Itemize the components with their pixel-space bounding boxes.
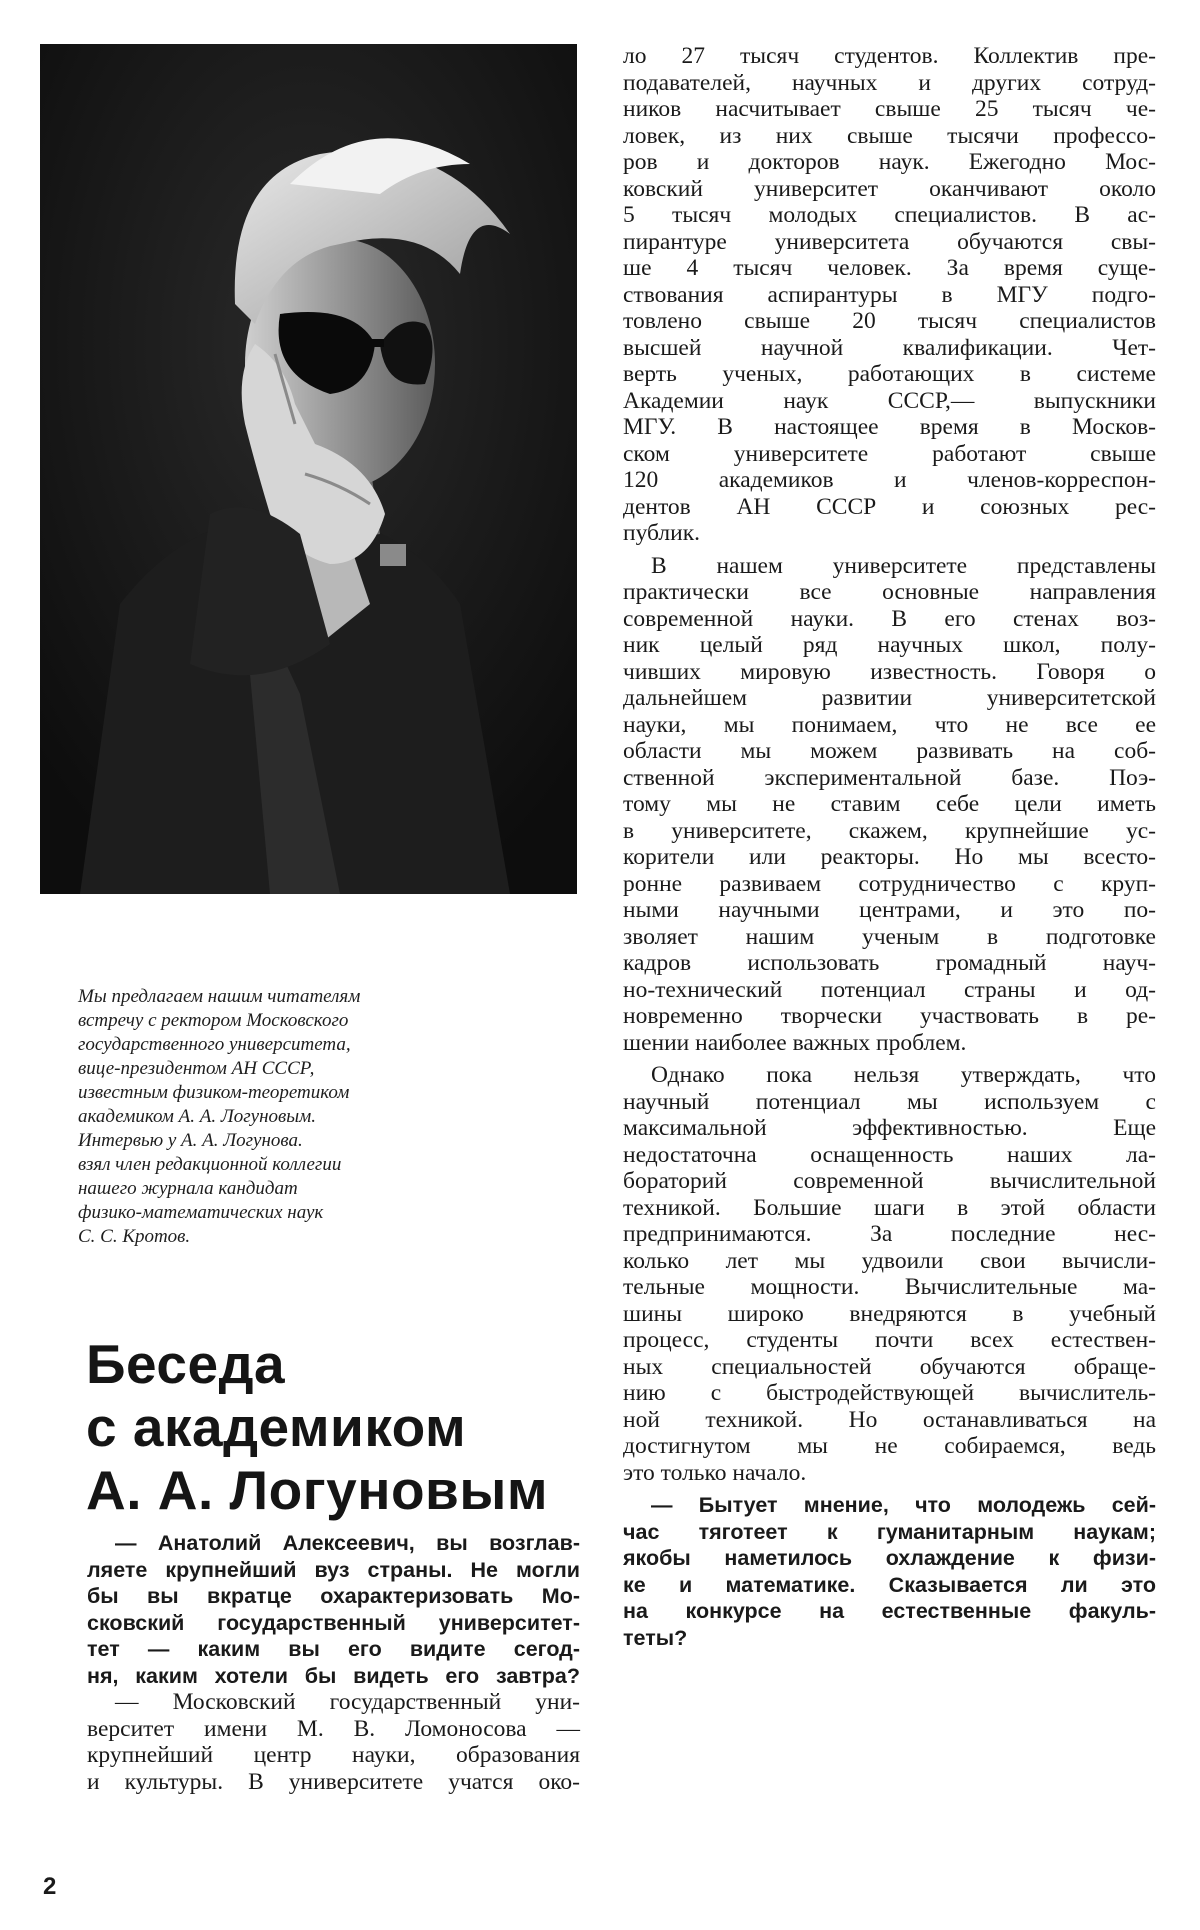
paragraph-line: науки, мы понимаем, что не все ее <box>623 711 1156 738</box>
paragraph-line: товлено свыше 20 тысяч специалистов <box>623 308 1156 334</box>
title-line: Беседа <box>86 1333 286 1395</box>
paragraph-line: практически все основные направления <box>623 579 1156 605</box>
paragraph-line: ных специальностей обучаются обраще- <box>623 1353 1156 1380</box>
paragraph-line: 120 академиков и членов-корреспон- <box>623 467 1156 493</box>
paragraph-line: ронне развиваем сотрудничество с круп- <box>623 870 1156 897</box>
paragraph-line: ше 4 тысяч человек. За время суще- <box>623 255 1156 281</box>
paragraph-line: корители или реакторы. Но мы всесто- <box>623 844 1156 870</box>
caption-line: Интервью у А. А. Логунова. <box>78 1130 303 1151</box>
caption-line: физико-математических наук <box>78 1202 324 1223</box>
paragraph-line: это только начало. <box>623 1459 807 1486</box>
paragraph-line: шины широко внедряются в учебный <box>623 1300 1156 1327</box>
page-number: 2 <box>43 1873 57 1900</box>
portrait-photo-icon <box>40 44 577 894</box>
caption-line: С. С. Кротов. <box>78 1226 191 1247</box>
question-line: тет — каким вы его видите сегод- <box>87 1637 580 1661</box>
photo-caption <box>78 985 548 1249</box>
answer-line: и культуры. В университете учатся око- <box>87 1768 580 1795</box>
paragraph-line: достигнутом мы не собираемся, ведь <box>623 1433 1156 1459</box>
paragraph-line: 5 тысяч молодых специалистов. В ас- <box>623 202 1156 228</box>
question-line: на конкурсе на естественные факуль- <box>623 1599 1156 1623</box>
title-line: А. А. Логуновым <box>86 1459 549 1521</box>
paragraph-line: ными научными центрами, и это по- <box>623 897 1156 923</box>
answer-line: верситет имени М. В. Ломоносова — <box>87 1715 580 1742</box>
paragraph-line: ском университете работают свыше <box>623 440 1156 467</box>
paragraph-line: ников насчитывает свыше 25 тысяч че- <box>623 96 1156 122</box>
answer-line: крупнейший центр науки, образования <box>87 1742 580 1768</box>
paragraph-line: ловек, из них свыше тысячи профессо- <box>623 122 1156 149</box>
caption-line: государственного университета, <box>78 1034 351 1055</box>
paragraph-line: предпринимаются. За последние нес- <box>623 1221 1156 1247</box>
paragraph-line: бораторий современной вычислительной <box>623 1168 1156 1194</box>
caption-line: известным физиком-теоретиком <box>78 1082 350 1103</box>
paragraph-line: подавателей, научных и других сотруд- <box>623 69 1156 96</box>
paragraph-line: В нашем университете представлены <box>651 552 1156 579</box>
paragraph-line: максимальной эффективностью. Еще <box>623 1115 1156 1141</box>
question-line: — Анатолий Алексеевич, вы возглав- <box>115 1531 580 1555</box>
paragraph-line: дальнейшем развитии университетской <box>623 685 1156 711</box>
caption-line: академиком А. А. Логуновым. <box>78 1106 317 1127</box>
paragraph-2 <box>623 553 1156 1057</box>
paragraph-line: высшей научной квалификации. Чет- <box>623 334 1156 361</box>
paragraph-line: ствования аспирантуры в МГУ подго- <box>623 281 1156 308</box>
caption-line: вице-президентом АН СССР, <box>78 1058 315 1079</box>
paragraph-line: чивших мировую известность. Говоря о <box>623 658 1156 685</box>
question-line: ляете крупнейший вуз страны. Не могли <box>87 1557 580 1582</box>
question-line: сковский государственный университет- <box>87 1610 580 1635</box>
paragraph-line: ров и докторов наук. Ежегодно Мос- <box>623 149 1156 175</box>
left-column <box>87 1530 580 1795</box>
paragraph-line: ник целый ряд научных школ, полу- <box>623 632 1156 658</box>
question-line: якобы наметилось охлаждение к физи- <box>623 1546 1156 1570</box>
paragraph-line: техникой. Большие шаги в этой области <box>623 1194 1156 1221</box>
paragraph-line: недостаточна оснащенность наших ла- <box>623 1141 1156 1168</box>
paragraph-line: ло 27 тысяч студентов. Коллектив пре- <box>623 43 1156 69</box>
caption-line: Мы предлагаем нашим читателям <box>78 986 361 1007</box>
paragraph-line: нию с быстродействующей вычислитель- <box>623 1380 1156 1406</box>
paragraph-line: новременно творчески участвовать в ре- <box>623 1003 1156 1029</box>
question-line: ня, каким хотели бы видеть его завтра? <box>87 1663 580 1688</box>
paragraph-line: Однако пока нельзя утверждать, что <box>651 1062 1156 1088</box>
paragraph-line: области мы можем развивать на соб- <box>623 738 1156 764</box>
paragraph-line: пирантуре университета обучаются свы- <box>623 228 1156 255</box>
paragraph-line: шении наиболее важных проблем. <box>623 1029 967 1056</box>
paragraph-line: МГУ. В настоящее время в Москов- <box>623 414 1156 440</box>
question-2 <box>623 1492 1156 1651</box>
paragraph-line: Академии наук СССР,— выпускники <box>623 387 1156 414</box>
paragraph-1 <box>623 43 1156 547</box>
portrait-photo <box>40 44 577 894</box>
question-line: теты? <box>623 1625 688 1650</box>
paragraph-line: публик. <box>623 520 700 546</box>
paragraph-line: ковский университет оканчивают около <box>623 175 1156 202</box>
caption-line: нашего журнала кандидат <box>78 1178 298 1199</box>
paragraph-line: зволяет нашим ученым в подготовке <box>623 923 1156 950</box>
caption-line: встречу с ректором Московского <box>78 1010 349 1031</box>
question-line: — Бытует мнение, что молодежь сей- <box>651 1493 1156 1517</box>
paragraph-line: процесс, студенты почти всех естествен- <box>623 1327 1156 1353</box>
right-column <box>623 43 1156 1651</box>
paragraph-line: колько лет мы удвоили свои вычисли- <box>623 1247 1156 1274</box>
paragraph-line: но-технический потенциал страны и од- <box>623 976 1156 1003</box>
caption-line: взял член редакционной коллегии <box>78 1154 342 1175</box>
paragraph-line: дентов АН СССР и союзных рес- <box>623 493 1156 520</box>
paragraph-line: кадров использовать громадный науч- <box>623 950 1156 976</box>
paragraph-line: в университете, скажем, крупнейшие ус- <box>623 817 1156 844</box>
paragraph-line: ной техникой. Но останавливаться на <box>623 1406 1156 1433</box>
paragraph-line: ственной экспериментальной базе. Поэ- <box>623 764 1156 791</box>
paragraph-line: верть ученых, работающих в системе <box>623 361 1156 387</box>
question-line: ке и математике. Сказывается ли это <box>623 1572 1156 1597</box>
paragraph-line: научный потенциал мы используем с <box>623 1088 1156 1115</box>
paragraph-line: тому мы не ставим себе цели иметь <box>623 791 1156 817</box>
paragraph-line: современной науки. В его стенах воз- <box>623 605 1156 632</box>
title-line: с академиком <box>86 1396 467 1458</box>
question-line: бы вы вкратце охарактеризовать Мо- <box>87 1584 580 1608</box>
article-title <box>86 1333 586 1522</box>
answer-line: — Московский государственный уни- <box>115 1689 580 1715</box>
paragraph-line: тельные мощности. Вычислительные ма- <box>623 1274 1156 1300</box>
paragraph-3 <box>623 1062 1156 1486</box>
question-line: час тяготеет к гуманитарным наукам; <box>623 1519 1156 1544</box>
